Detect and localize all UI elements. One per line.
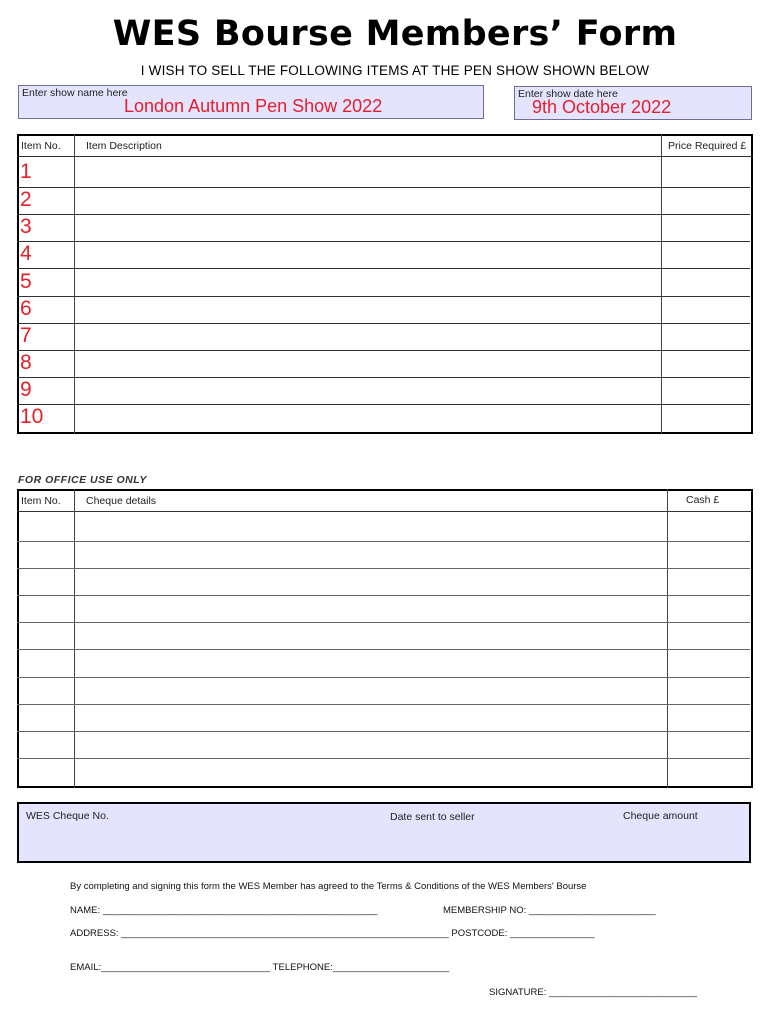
- signature-line[interactable]: SIGNATURE: ____________________________: [489, 987, 697, 998]
- office-row-line: [17, 758, 750, 759]
- header-item-description: Item Description: [86, 140, 162, 152]
- membership-no-line[interactable]: MEMBERSHIP NO: ________________________: [443, 905, 656, 916]
- show-date-value: 9th October 2022: [532, 97, 672, 117]
- show-name-label: Enter show name here: [22, 87, 128, 99]
- office-table: [17, 489, 753, 788]
- show-date-label: Enter show date here: [518, 88, 618, 100]
- office-row-line: [17, 731, 750, 732]
- wes-cheque-no-label: WES Cheque No.: [26, 810, 109, 822]
- email-telephone-line[interactable]: EMAIL:________________________________ TELEPHONE:______________________: [70, 962, 450, 973]
- date-sent-label: Date sent to seller: [390, 811, 475, 823]
- cheque-amount-label: Cheque amount: [623, 810, 698, 822]
- agreement-text: By completing and signing this form the WES Member has agreed to the Terms & Conditions of the WES Members' Bourse: [70, 881, 587, 892]
- items-col-divider-2: [661, 134, 662, 434]
- office-row-line: [17, 541, 750, 542]
- items-table: [17, 134, 753, 434]
- header-price-required: Price Required £: [668, 140, 747, 152]
- office-col-divider-2: [667, 489, 668, 788]
- office-row-line: [17, 595, 750, 596]
- items-row-line: [17, 268, 750, 269]
- show-name-value: London Autumn Pen Show 2022: [124, 96, 383, 116]
- office-header-cheque-details: Cheque details: [86, 495, 157, 507]
- office-row-line: [17, 677, 750, 678]
- office-header-divider: [17, 511, 753, 512]
- row-number-5: 5: [20, 270, 32, 293]
- office-row-line: [17, 649, 750, 650]
- items-row-line: [17, 214, 750, 215]
- show-date-field[interactable]: [514, 86, 752, 120]
- office-row-line: [17, 704, 750, 705]
- name-line[interactable]: NAME: ____________________________________________________: [70, 905, 378, 916]
- items-row-line: [17, 323, 750, 324]
- row-number-9: 9: [20, 378, 32, 401]
- row-number-10: 10: [20, 405, 44, 428]
- header-item-no: Item No.: [21, 140, 61, 152]
- office-row-line: [17, 622, 750, 623]
- items-col-divider-1: [74, 134, 75, 434]
- form-subtitle: I WISH TO SELL THE FOLLOWING ITEMS AT THE PEN SHOW SHOWN BELOW: [140, 63, 650, 78]
- form-title: WES Bourse Members’ Form: [112, 14, 678, 54]
- row-number-8: 8: [20, 351, 32, 374]
- items-row-line: [17, 296, 750, 297]
- row-number-3: 3: [20, 215, 32, 238]
- items-row-line: [17, 404, 750, 405]
- row-number-6: 6: [20, 297, 32, 320]
- row-number-1: 1: [20, 160, 32, 183]
- row-number-2: 2: [20, 188, 32, 211]
- office-col-divider-1: [74, 489, 75, 788]
- items-row-line: [17, 377, 750, 378]
- office-header-cash: Cash £: [686, 494, 720, 506]
- items-row-line: [17, 187, 750, 188]
- items-row-line: [17, 350, 750, 351]
- show-name-field[interactable]: [18, 85, 484, 119]
- items-row-line: [17, 241, 750, 242]
- office-row-line: [17, 568, 750, 569]
- address-line[interactable]: ADDRESS: ______________________________________________________________ POSTCODE: ________________: [70, 928, 595, 939]
- items-header-divider: [17, 156, 753, 157]
- row-number-7: 7: [20, 324, 32, 347]
- office-use-label: FOR OFFICE USE ONLY: [18, 474, 147, 486]
- office-header-item-no: Item No.: [21, 495, 61, 507]
- row-number-4: 4: [20, 242, 32, 265]
